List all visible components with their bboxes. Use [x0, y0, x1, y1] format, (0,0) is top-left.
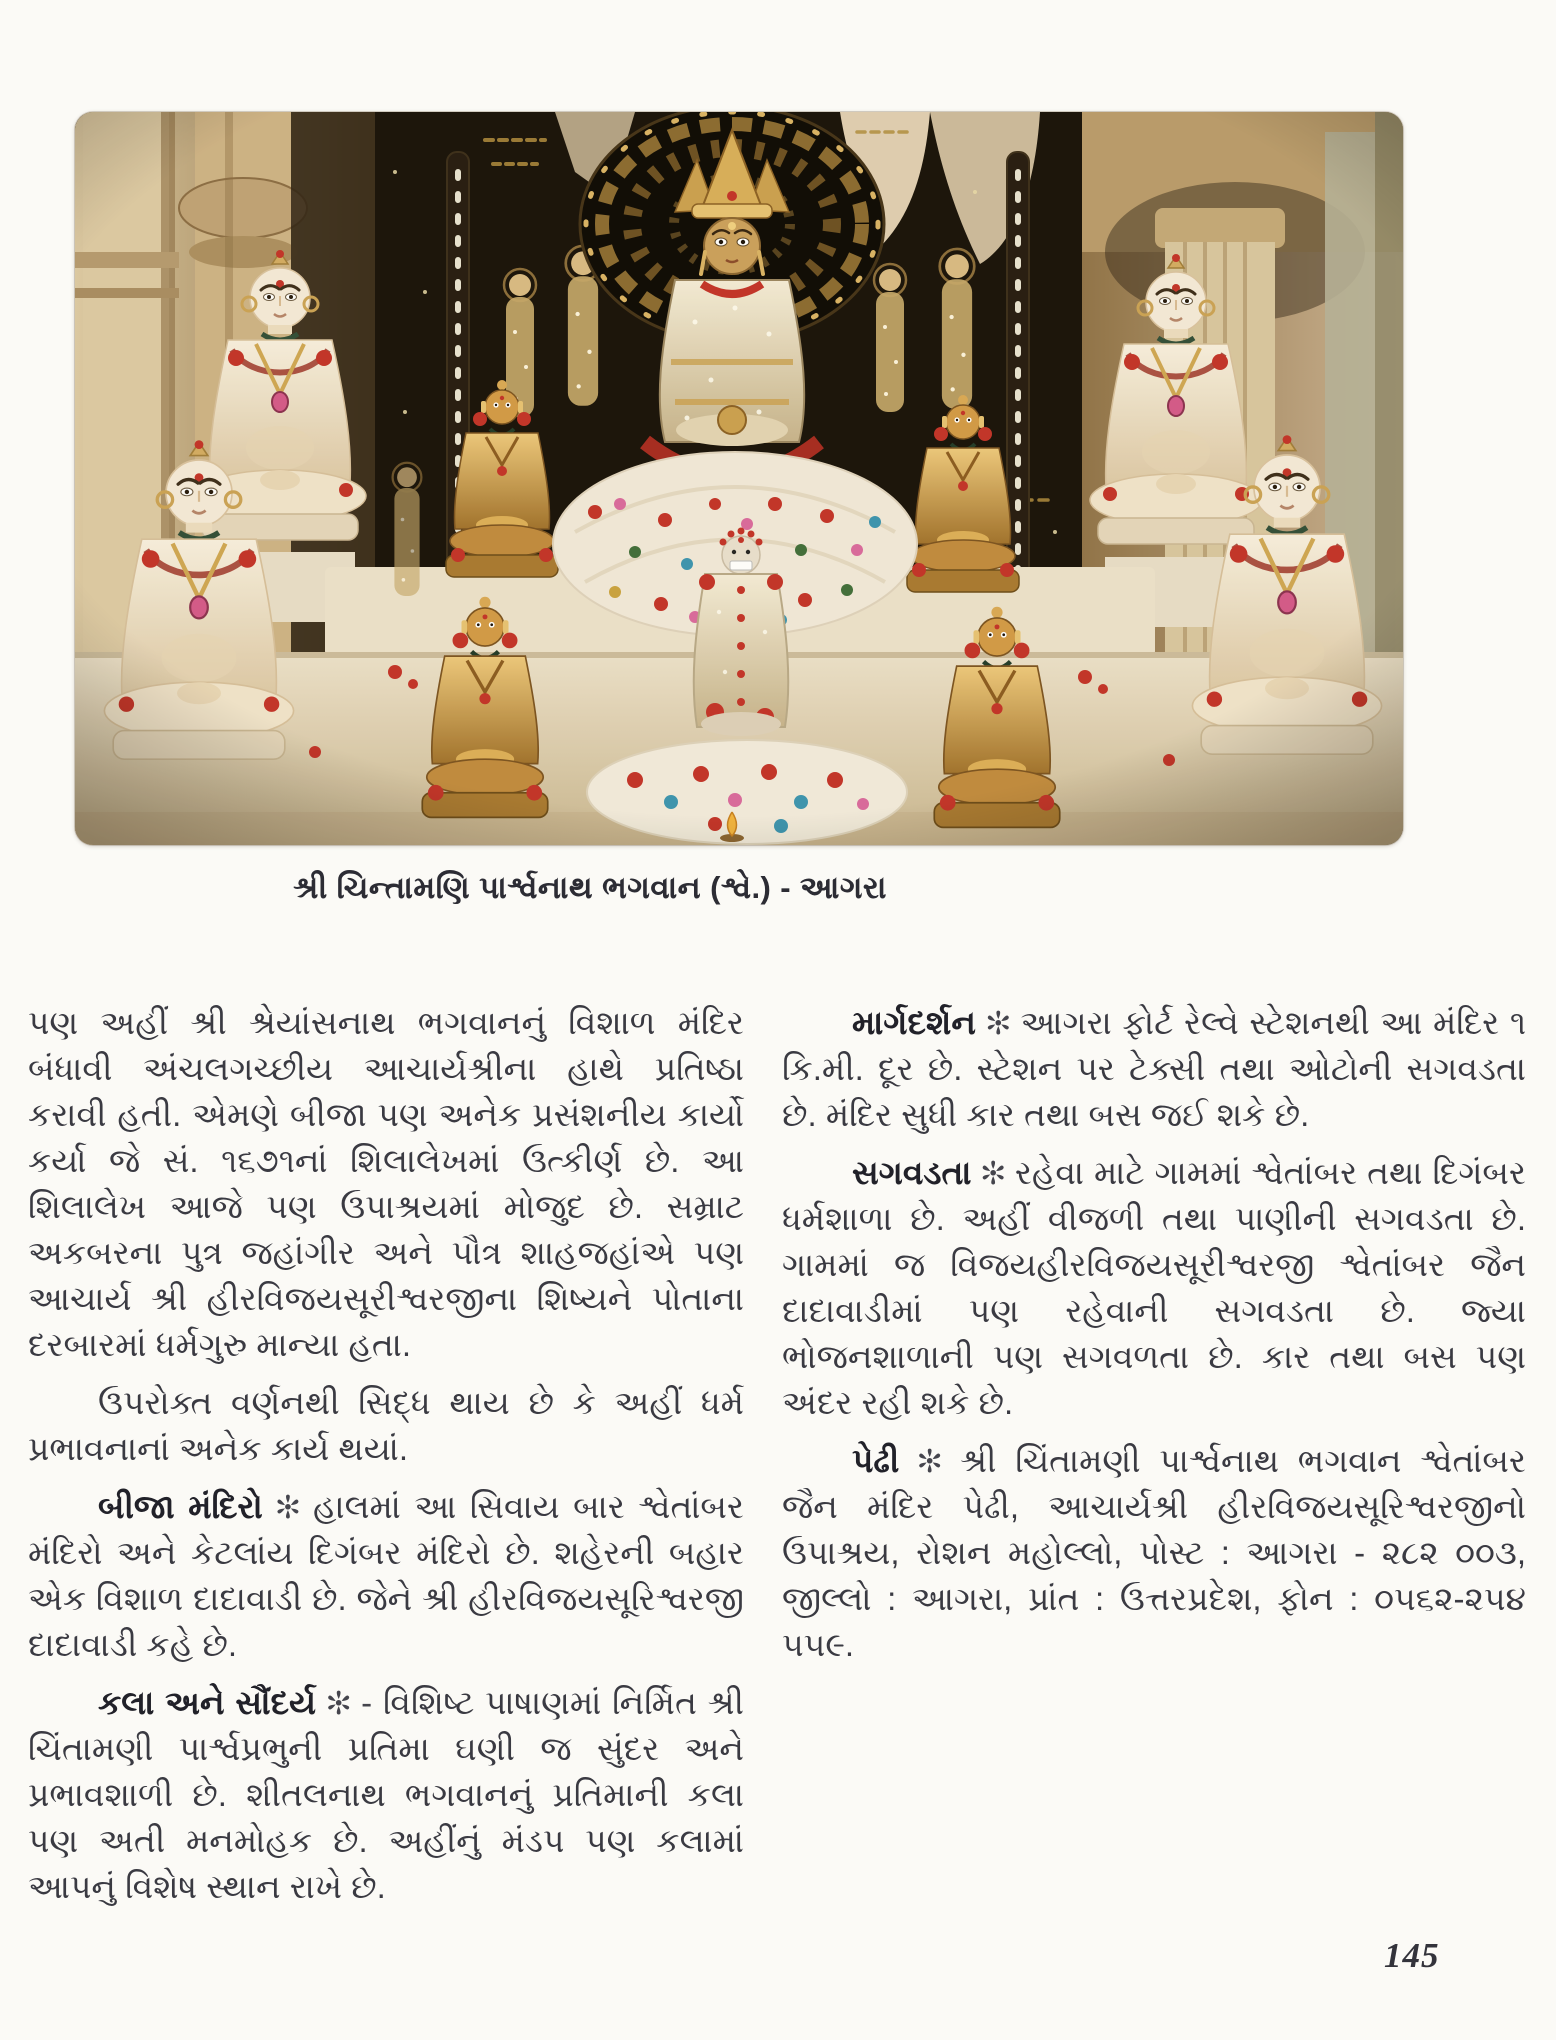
- paragraph-heading: માર્ગદર્શન: [852, 1004, 987, 1041]
- floral-asterisk-separator: ✻: [986, 1004, 1021, 1041]
- paragraph-text: ઉપરોક્ત વર્ણનથી સિદ્ધ થાય છે કે અહીં ધર્મ પ્રભાવનાનાં અનેક કાર્ય થયાં.: [28, 1384, 744, 1467]
- paragraph-heading: કલા અને સૌંદર્ય: [98, 1684, 327, 1721]
- page-number: 145: [1384, 1936, 1440, 1975]
- paragraph: [782, 1150, 1526, 1426]
- floral-asterisk-separator: ✻: [981, 1154, 1015, 1191]
- temple-photo: [75, 112, 1403, 845]
- paragraph-heading: બીજા મંદિરો: [98, 1488, 277, 1525]
- photo-caption: શ્રી ચિન્તામણિ પાર્શ્વનાથ ભગવાન (શ્વે.) - આગરા: [293, 870, 887, 905]
- paragraph: [28, 1484, 744, 1668]
- paragraph: [28, 1680, 744, 1910]
- paragraph: [28, 1380, 744, 1472]
- left-column: [28, 1000, 744, 1922]
- paragraph-text: શ્રી ચિંતામણી પાર્શ્વનાથ ભગવાન શ્વેતાંબર જૈન મંદિર પેઢી, આચાર્યશ્રી હીરવિજયસૂરિશ્વરજીનો ઉપાશ્રય, રોશન મહોલ્લો, પોસ્ટ : આગરા - ૨૮૨ ૦૦૩, જીલ્લો : આગરા, પ્રાંત : ઉત્તરપ્રદેશ, ફોન : ૦૫૬૨-૨૫૪ ૫૫૯.: [782, 1442, 1526, 1663]
- paragraph-text: વિશિષ્ટ પાષાણમાં નિર્મિત શ્રી ચિંતામણી પાર્શ્વપ્રભુની પ્રતિમા ઘણી જ સુંદર અને પ્રભાવશાળી છે. શીતલનાથ ભગવાનનું પ્રતિમાની કલા પણ અતી મનમોહક છે. અહીંનું મંડપ પણ કલામાં આપનું વિશેષ સ્થાન રાખે છે.: [28, 1684, 744, 1905]
- floral-asterisk-separator: ✻: [276, 1488, 314, 1525]
- paragraph-heading: પેઢી: [852, 1442, 919, 1479]
- paragraph-text: રહેવા માટે ગામમાં શ્વેતાંબર તથા દિગંબર ધર્મશાળા છે. અહીં વીજળી તથા પાણીની સગવડતા છે. ગામમાં જ વિજયહીરવિજયસૂરીશ્વરજી શ્વેતાંબર જૈન દાદાવાડીમાં પણ રહેવાની સગવડતા છે. જ્યા ભોજનશાળાની પણ સગવળતા છે. કાર તથા બસ પણ અંદર રહી શકે છે.: [782, 1154, 1526, 1421]
- paragraph: [782, 1000, 1526, 1138]
- paragraph: [782, 1438, 1526, 1668]
- temple-photo-illustration: [75, 112, 1403, 845]
- floral-asterisk-separator: ✻: [918, 1442, 961, 1479]
- paragraph-text: હાલમાં આ સિવાય બાર શ્વેતાંબર મંદિરો અને કેટલાંય દિગંબર મંદિરો છે. શહેરની બહાર એક વિશાળ દાદાવાડી છે. જેને શ્રી હીરવિજયસૂરિશ્વરજી દાદાવાડી કહે છે.: [28, 1488, 744, 1663]
- paragraph: [28, 1000, 744, 1368]
- paragraph-text: પણ અહીં શ્રી શ્રેયાંસનાથ ભગવાનનું વિશાળ મંદિર બંધાવી અંચલગચ્છીય આચાર્યશ્રીના હાથે પ્રતિષ્ઠા કરાવી હતી. એમણે બીજા પણ અનેક પ્રસંશનીય કાર્યો કર્યા જે સં. ૧૬૭૧નાં શિલાલેખમાં ઉત્કીર્ણ છે. આ શિલાલેખ આજે પણ ઉપાશ્રયમાં મોજુદ છે. સમ્રાટ અકબરના પુત્ર જહાંગીર અને પૌત્ર શાહજહાંએ પણ આચાર્ય શ્રી હીરવિજયસૂરીશ્વરજીના શિષ્યને પોતાના દરબારમાં ધર્મગુરુ માન્યા હતા.: [28, 1004, 744, 1363]
- paragraph-heading: સગવડતા: [852, 1154, 982, 1191]
- article-columns: [28, 1000, 1528, 1922]
- paragraph-text: આગરા ફોર્ટ રેલ્વે સ્ટેશનથી આ મંદિર ૧ કિ.મી. દૂર છે. સ્ટેશન પર ટેક્સી તથા ઓટોની સગવડતા છે. મંદિર સુધી કાર તથા બસ જઈ શકે છે.: [782, 1004, 1526, 1133]
- right-column: [782, 1000, 1526, 1922]
- floral-asterisk-separator: ✻ -: [326, 1684, 383, 1721]
